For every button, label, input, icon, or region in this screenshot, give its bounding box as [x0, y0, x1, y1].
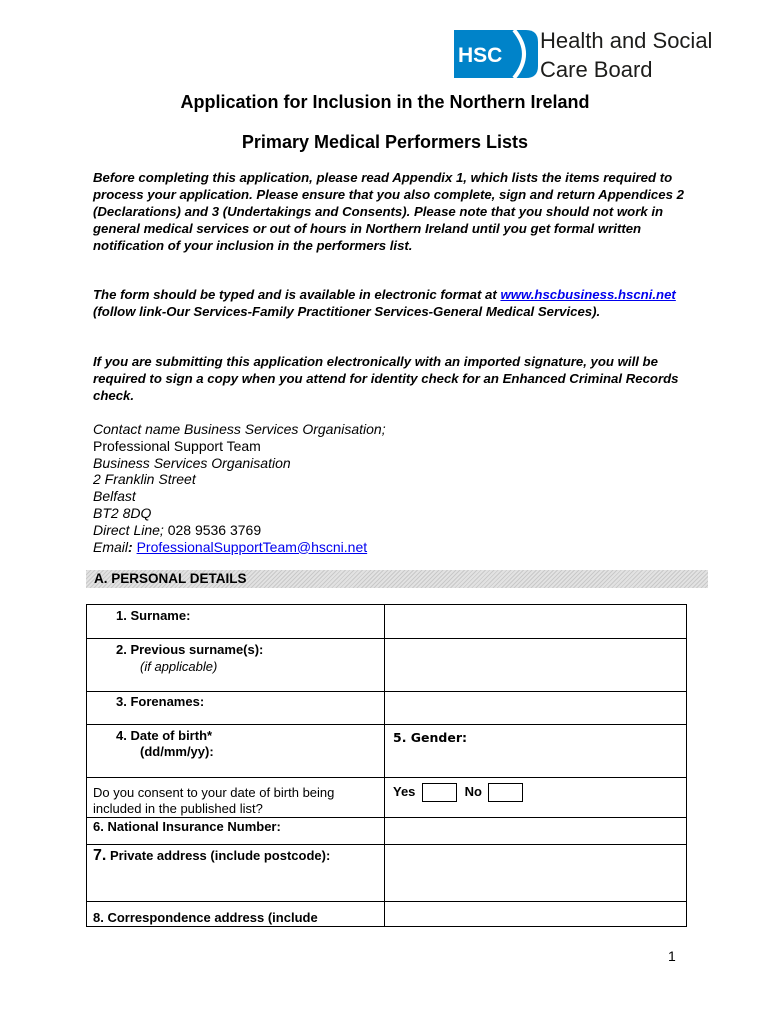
contact-email [93, 539, 693, 556]
intro-paragraph-2 [93, 286, 693, 320]
surname-field[interactable] [385, 605, 686, 638]
hscb-logo [448, 26, 738, 86]
private-address-text: Private address (include postcode): [106, 848, 331, 863]
private-address-label [93, 848, 330, 864]
date-of-birth-format: (dd/mm/yy): [140, 744, 214, 759]
intro-paragraph-3: If you are submitting this application electronically with an imported signature, you will be required to sign a copy when you attend for identity check for an Enhanced Criminal Records check. [93, 354, 679, 403]
previous-surnames-note: (if applicable) [140, 659, 218, 674]
contact-block [93, 421, 693, 555]
direct-line-value: 028 9536 3769 [163, 521, 262, 538]
private-address-field[interactable] [385, 845, 686, 901]
consent-options [393, 783, 523, 802]
correspondence-address-label: 8. Correspondence address (include [93, 910, 318, 925]
section-title: A. PERSONAL DETAILS [94, 571, 247, 586]
surname-label: 1. Surname: [116, 608, 191, 623]
consent-yes-label: Yes [393, 783, 416, 799]
dob-consent-question: Do you consent to your date of birth being included in the published list? [93, 785, 335, 816]
email-label: Email [93, 538, 129, 555]
email-colon: : [128, 538, 137, 555]
contact-line-3: Business Services Organisation [93, 454, 291, 471]
national-insurance-field[interactable] [385, 818, 686, 844]
contact-direct-line [93, 522, 693, 539]
intro-paragraph-1: Before completing this application, please read Appendix 1, which lists the items required to process your application. Please ensure that you also complete, sign and return Appendices 2 (Declarations) and 3 (Undertakings and Consents). Please note that you should not work in general medical services or out of hours in Northern Ireland until you get formal written notification of your inclusion in the performers list. [93, 170, 684, 253]
page-title-line1: Application for Inclusion in the Northern Ireland [180, 92, 590, 112]
direct-line-label: Direct Line; [93, 521, 164, 538]
logo-name-line1: Health and Social [540, 28, 713, 53]
correspondence-address-field[interactable] [385, 902, 686, 926]
contact-line-5: Belfast [93, 488, 136, 505]
contact-line-6: BT2 8DQ [93, 504, 152, 521]
contact-line-4: 2 Franklin Street [93, 471, 196, 488]
contact-line-1: Contact name Business Services Organisation; [93, 421, 386, 437]
forenames-label: 3. Forenames: [116, 694, 205, 709]
consent-no-label: No [464, 783, 483, 799]
previous-surnames-label: 2. Previous surname(s): [116, 642, 264, 657]
previous-surnames-field[interactable] [385, 639, 686, 691]
consent-yes-checkbox[interactable] [422, 783, 457, 802]
logo-name-line2: Care Board [540, 57, 653, 82]
date-of-birth-label: 4. Date of birth* [116, 728, 213, 743]
national-insurance-label: 6. National Insurance Number: [93, 819, 281, 834]
row-divider [87, 724, 686, 725]
hsc-logo-icon [448, 26, 540, 82]
page-number: 1 [668, 948, 676, 964]
row-divider [87, 777, 686, 778]
page-title-line2: Primary Medical Performers Lists [241, 132, 529, 152]
contact-line-2: Professional Support Team [93, 437, 261, 454]
hscbusiness-link[interactable]: www.hscbusiness.hscni.net [500, 287, 676, 302]
intro-p2-after: (follow link-Our Services-Family Practitioner Services-General Medical Services). [93, 304, 601, 319]
gender-label: 5. Gender: [393, 730, 468, 745]
row-divider [87, 926, 686, 927]
email-link[interactable]: ProfessionalSupportTeam@hscni.net [136, 538, 368, 555]
personal-details-table [86, 604, 687, 927]
consent-no-checkbox[interactable] [488, 783, 523, 802]
forenames-field[interactable] [385, 692, 686, 724]
intro-p2-before: The form should be typed and is available in electronic format at [93, 287, 501, 302]
section-header-personal-details [86, 570, 708, 588]
logo-name [540, 26, 712, 84]
logo-mark-text: HSC [458, 44, 503, 67]
private-address-number: 7. [93, 847, 107, 864]
